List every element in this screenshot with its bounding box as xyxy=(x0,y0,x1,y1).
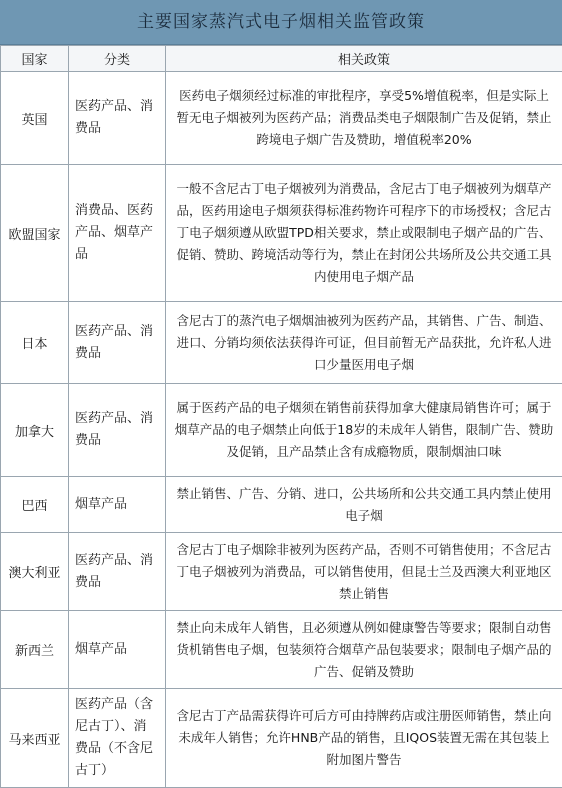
country-cell: 日本 xyxy=(1,302,69,384)
category-cell: 医药产品、消费品 xyxy=(69,533,166,611)
table-row xyxy=(1,302,562,384)
country-cell: 马来西亚 xyxy=(1,689,69,788)
category-cell: 消费品、医药产品、烟草产品 xyxy=(69,165,166,302)
country-cell: 巴西 xyxy=(1,477,69,533)
country-cell: 澳大利亚 xyxy=(1,533,69,611)
table-row xyxy=(1,689,562,788)
category-cell: 烟草产品 xyxy=(69,477,166,533)
table-row xyxy=(1,384,562,477)
category-cell: 医药产品、消费品 xyxy=(69,72,166,165)
table-row xyxy=(1,72,562,165)
table-row xyxy=(1,611,562,689)
table-row xyxy=(1,477,562,533)
table-row xyxy=(1,533,562,611)
country-cell: 欧盟国家 xyxy=(1,165,69,302)
category-cell: 医药产品（含尼古丁）、消费品（不含尼古丁） xyxy=(69,689,166,788)
category-cell: 医药产品、消费品 xyxy=(69,302,166,384)
country-cell: 新西兰 xyxy=(1,611,69,689)
header-policy: 相关政策 xyxy=(166,46,562,72)
country-cell: 加拿大 xyxy=(1,384,69,477)
header-category: 分类 xyxy=(69,46,166,72)
country-cell: 英国 xyxy=(1,72,69,165)
table-row xyxy=(1,165,562,302)
header-country: 国家 xyxy=(1,46,69,72)
policy-table xyxy=(0,45,562,788)
policy-cell: 属于医药产品的电子烟须在销售前获得加拿大健康局销售许可；属于烟草产品的电子烟禁止向低于18岁的未成年人销售，限制广告、赞助及促销，且产品禁止含有成瘾物质，限制烟油口味 xyxy=(166,384,562,477)
page-title: 主要国家蒸汽式电子烟相关监管政策 xyxy=(0,0,562,45)
policy-cell: 禁止销售、广告、分销、进口，公共场所和公共交通工具内禁止使用电子烟 xyxy=(166,477,562,533)
policy-cell: 含尼古丁电子烟除非被列为医药产品，否则不可销售使用；不含尼古丁电子烟被列为消费品，可以销售使用，但昆士兰及西澳大利亚地区禁止销售 xyxy=(166,533,562,611)
policy-cell: 含尼古丁的蒸汽电子烟烟油被列为医药产品，其销售、广告、制造、进口、分销均须依法获得许可证，但目前暂无产品获批，允许私人进口少量医用电子烟 xyxy=(166,302,562,384)
policy-cell: 医药电子烟须经过标准的审批程序，享受5%增值税率，但是实际上暂无电子烟被列为医药产品；消费品类电子烟限制广告及促销，禁止跨境电子烟广告及赞助，增值税率20% xyxy=(166,72,562,165)
policy-cell: 禁止向未成年人销售，且必须遵从例如健康警告等要求；限制自动售货机销售电子烟，包装须符合烟草产品包装要求；限制电子烟产品的广告、促销及赞助 xyxy=(166,611,562,689)
policy-cell: 含尼古丁产品需获得许可后方可由持牌药店或注册医师销售，禁止向未成年人销售；允许HNB产品的销售，且IQOS装置无需在其包装上附加图片警告 xyxy=(166,689,562,788)
policy-cell: 一般不含尼古丁电子烟被列为消费品，含尼古丁电子烟被列为烟草产品，医药用途电子烟须获得标准药物许可程序下的市场授权；含尼古丁电子烟须遵从欧盟TPD相关要求，禁止或限制电子烟产品的广告、促销、赞助、跨境活动等行为，禁止在封闭公共场所及公共交通工具内使用电子烟产品 xyxy=(166,165,562,302)
category-cell: 医药产品、消费品 xyxy=(69,384,166,477)
category-cell: 烟草产品 xyxy=(69,611,166,689)
table-header-row xyxy=(1,46,562,72)
